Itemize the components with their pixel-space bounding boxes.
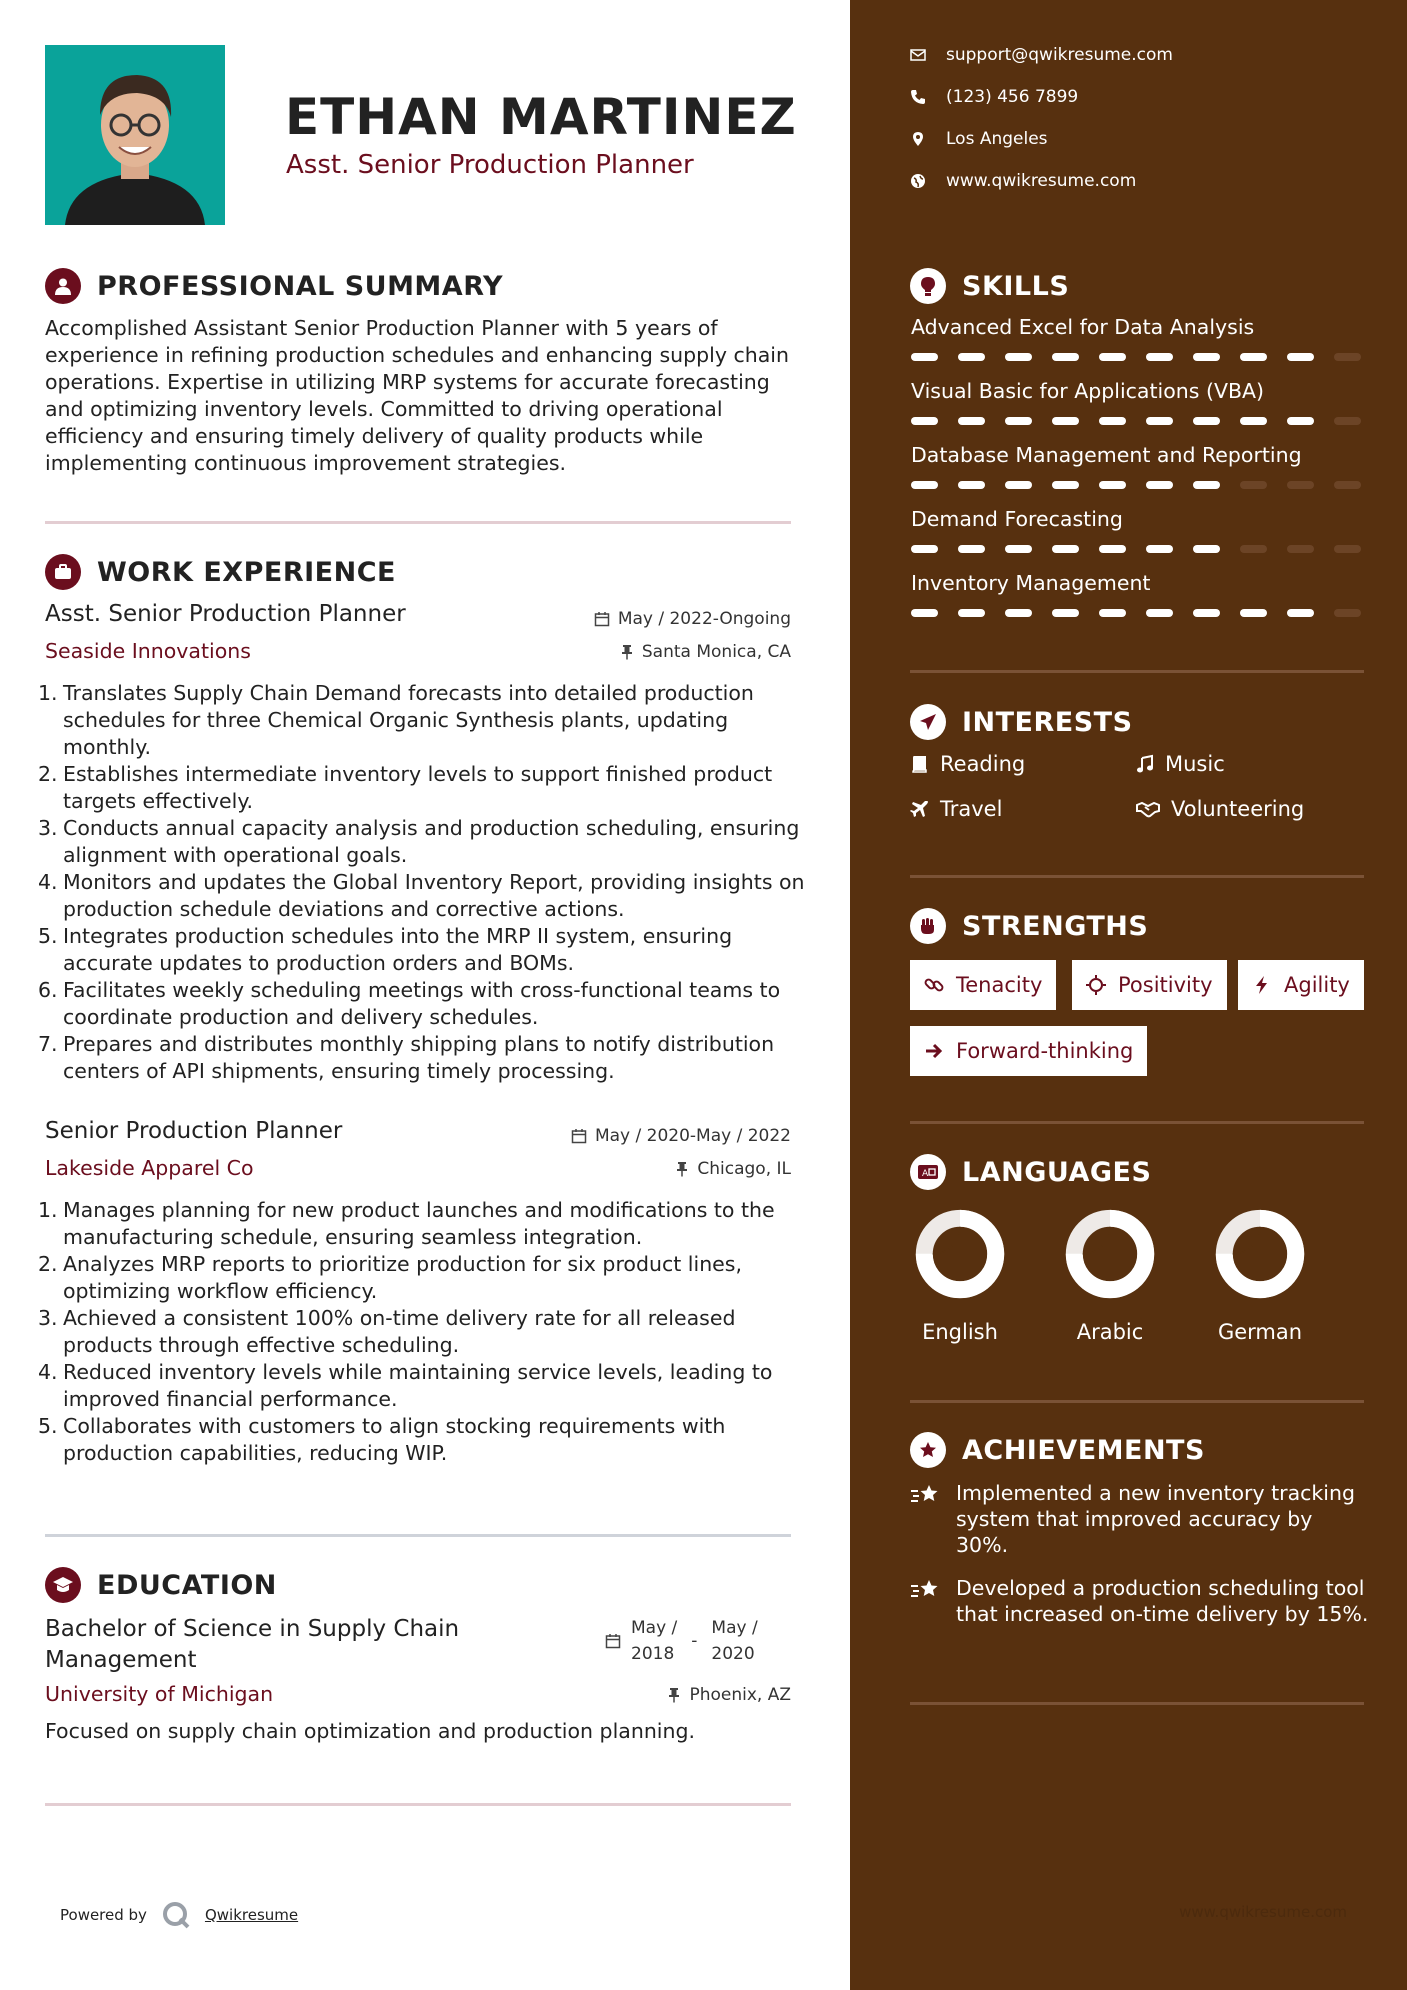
- skill-level-bar: [911, 545, 1361, 553]
- interest-item: [1135, 752, 1225, 776]
- education-location-text: Phoenix, AZ: [689, 1685, 791, 1705]
- bullet-item: [38, 869, 808, 923]
- bullet-item: [38, 1305, 808, 1359]
- skill-level-segment: [1287, 417, 1314, 425]
- bullet-number: 5.: [38, 924, 58, 948]
- interest-label: Music: [1165, 752, 1225, 776]
- bullet-number: 1.: [38, 681, 58, 705]
- education-dates: [605, 1615, 758, 1667]
- map-marker-icon: [910, 131, 926, 147]
- language-name: Arabic: [1076, 1320, 1144, 1344]
- bullet-text: Integrates production schedules into the MRP II system, ensuring accurate updates to production orders and BOMs.: [63, 924, 733, 975]
- skill-level-segment: [958, 481, 985, 489]
- candidate-name: ETHAN MARTINEZ: [285, 88, 797, 146]
- interest-label: Travel: [940, 797, 1003, 821]
- job-title: Senior Production Planner: [45, 1118, 343, 1144]
- pin-icon: [620, 644, 634, 660]
- end-year: 2020: [711, 1644, 755, 1664]
- skill-level-segment: [1146, 353, 1173, 361]
- bullet-item: [38, 680, 808, 761]
- section-divider: [45, 521, 791, 524]
- skill-level-segment: [1005, 417, 1032, 425]
- section-divider: [910, 1702, 1364, 1705]
- link-icon: [924, 975, 944, 995]
- paper-plane-icon: [910, 704, 946, 740]
- bullet-text: Prepares and distributes monthly shipping plans to notify distribution centers of API shipments, ensuring timely processing.: [63, 1032, 775, 1083]
- education-start: [631, 1615, 677, 1667]
- calendar-icon: [571, 1128, 587, 1144]
- start-year: 2018: [631, 1644, 675, 1664]
- profile-photo: [45, 45, 225, 225]
- interest-item: [1135, 797, 1304, 821]
- language-proficiency-ring: [913, 1207, 1007, 1301]
- skill-level-segment: [1287, 353, 1314, 361]
- skill-level-segment: [1005, 545, 1032, 553]
- bullet-item: [38, 761, 808, 815]
- skills-heading: [910, 268, 1069, 304]
- summary-heading: [45, 268, 503, 304]
- strength-chip: [1072, 960, 1227, 1010]
- music-icon: [1135, 754, 1155, 774]
- bullet-number: 4.: [38, 1360, 58, 1384]
- powered-by-label: Powered by: [60, 1906, 147, 1924]
- skill-level-segment: [1193, 353, 1220, 361]
- language-icon: [910, 1154, 946, 1190]
- bullet-item: [38, 815, 808, 869]
- arrow-right-icon: [924, 1041, 944, 1061]
- skill-name: Database Management and Reporting: [911, 443, 1302, 467]
- bullet-text: Manages planning for new product launches and modifications to the manufacturing schedule, ensuring seamless integration.: [63, 1198, 775, 1249]
- strengths-heading: [910, 908, 1148, 944]
- skill-level-segment: [1146, 609, 1173, 617]
- lightbulb-icon: [910, 268, 946, 304]
- language-proficiency-ring: [1063, 1207, 1157, 1301]
- job-location: [675, 1159, 791, 1179]
- bullet-item: [38, 1413, 808, 1467]
- skill-level-segment: [1099, 609, 1126, 617]
- skill-level-segment: [1193, 609, 1220, 617]
- bullet-number: 1.: [38, 1198, 58, 1222]
- contact-location: [910, 129, 1048, 149]
- interest-item: [910, 797, 1002, 821]
- job-location-text: Chicago, IL: [697, 1159, 791, 1179]
- user-icon: [45, 268, 81, 304]
- achievements-title: ACHIEVEMENTS: [962, 1434, 1205, 1466]
- bullet-number: 2.: [38, 762, 58, 786]
- bullet-number: 3.: [38, 1306, 58, 1330]
- qwikresume-link[interactable]: Qwikresume: [204, 1906, 299, 1924]
- education-description: Focused on supply chain optimization and production planning.: [45, 1719, 696, 1743]
- pin-icon: [675, 1161, 689, 1177]
- skill-level-segment: [1052, 417, 1079, 425]
- skill-level-segment: [1334, 417, 1361, 425]
- degree-line-2: Management: [45, 1647, 197, 1673]
- sidebar: [850, 0, 1407, 1990]
- degree-title: [45, 1614, 459, 1676]
- svg-text:A: A: [922, 1169, 929, 1179]
- strength-chip: [1238, 960, 1364, 1010]
- strengths-title: STRENGTHS: [962, 910, 1149, 942]
- education-end: [711, 1615, 757, 1667]
- skill-level-segment: [1146, 481, 1173, 489]
- skill-level-segment: [1005, 609, 1032, 617]
- bullet-number: 6.: [38, 978, 58, 1002]
- bullet-text: Reduced inventory levels while maintaining service levels, leading to improved financial performance.: [63, 1360, 773, 1411]
- section-divider: [910, 1121, 1364, 1124]
- job-dates-text: May / 2022-Ongoing: [617, 609, 791, 629]
- phone-text: (123) 456 7899: [946, 87, 1079, 107]
- skill-level-segment: [1052, 609, 1079, 617]
- skill-level-segment: [911, 609, 938, 617]
- skill-level-segment: [911, 353, 938, 361]
- languages-heading: [910, 1154, 1151, 1190]
- location-text: Los Angeles: [946, 129, 1048, 149]
- website-text[interactable]: www.qwikresume.com: [946, 171, 1137, 191]
- skill-level-segment: [1240, 417, 1267, 425]
- skill-name: Visual Basic for Applications (VBA): [911, 379, 1265, 403]
- section-divider: [910, 670, 1364, 673]
- skill-level-bar: [911, 609, 1361, 617]
- skill-level-segment: [958, 609, 985, 617]
- skill-level-segment: [1005, 481, 1032, 489]
- pin-icon: [667, 1687, 681, 1703]
- bullet-item: [38, 1031, 808, 1085]
- bullet-number: 5.: [38, 1414, 58, 1438]
- skill-level-segment: [1052, 481, 1079, 489]
- interests-heading: [910, 704, 1133, 740]
- calendar-icon: [605, 1633, 621, 1649]
- skill-level-segment: [1052, 353, 1079, 361]
- experience-title: WORK EXPERIENCE: [97, 556, 396, 588]
- bullet-item: [38, 1197, 808, 1251]
- language-name: German: [1217, 1320, 1303, 1344]
- section-divider: [910, 1400, 1364, 1403]
- experience-heading: [45, 554, 396, 590]
- job-bullets: [38, 680, 808, 1085]
- handshake-icon: [1135, 799, 1161, 819]
- school-name: University of Michigan: [45, 1682, 274, 1706]
- skill-level-segment: [1099, 417, 1126, 425]
- achievements-heading: [910, 1432, 1205, 1468]
- bullet-text: Establishes intermediate inventory levels to support finished product targets effectively.: [63, 762, 773, 813]
- section-divider: [910, 875, 1364, 878]
- bolt-icon: [1252, 975, 1272, 995]
- bullet-text: Translates Supply Chain Demand forecasts into detailed production schedules for three Chemical Organic Synthesis plants, updating monthly.: [63, 681, 754, 759]
- qwikresume-logo-icon: [161, 1900, 191, 1930]
- shooting-star-icon: [910, 1577, 942, 1603]
- skills-title: SKILLS: [962, 270, 1070, 302]
- achievement-text: Implemented a new inventory tracking system that improved accuracy by 30%.: [956, 1481, 1356, 1557]
- education-title: EDUCATION: [97, 1569, 277, 1601]
- skill-level-segment: [1052, 545, 1079, 553]
- job-company: Seaside Innovations: [45, 639, 251, 663]
- strength-chip: [910, 1026, 1147, 1076]
- phone-icon: [910, 89, 926, 105]
- skill-level-segment: [1240, 545, 1267, 553]
- bullet-text: Achieved a consistent 100% on-time delivery rate for all released products through effective scheduling.: [63, 1306, 736, 1357]
- skill-level-segment: [1334, 353, 1361, 361]
- skill-level-segment: [1334, 481, 1361, 489]
- language-proficiency-ring: [1213, 1207, 1307, 1301]
- bullet-number: 4.: [38, 870, 58, 894]
- skill-level-bar: [911, 353, 1361, 361]
- skill-name: Demand Forecasting: [911, 507, 1123, 531]
- skill-level-segment: [958, 545, 985, 553]
- education-heading: [45, 1567, 277, 1603]
- candidate-title: Asst. Senior Production Planner: [286, 150, 694, 180]
- contact-email: [910, 45, 1173, 65]
- date-separator: -: [691, 1631, 698, 1651]
- skill-level-bar: [911, 417, 1361, 425]
- start-month: May /: [631, 1618, 678, 1638]
- interest-item: [910, 752, 1025, 776]
- shooting-star-icon: [910, 1482, 942, 1508]
- skill-level-segment: [1146, 417, 1173, 425]
- skill-level-segment: [1287, 609, 1314, 617]
- globe-icon: [910, 173, 926, 189]
- skill-level-bar: [911, 481, 1361, 489]
- bullet-item: [38, 1251, 808, 1305]
- powered-by: [60, 1900, 298, 1930]
- job-location: [620, 642, 791, 662]
- interest-label: Reading: [940, 752, 1026, 776]
- strength-label: Tenacity: [956, 973, 1043, 997]
- footer-website: www.qwikresume.com: [1179, 1903, 1347, 1921]
- skill-level-segment: [1099, 353, 1126, 361]
- job-dates: [594, 609, 791, 629]
- email-text[interactable]: support@qwikresume.com: [946, 45, 1173, 65]
- job-company: Lakeside Apparel Co: [45, 1156, 254, 1180]
- bullet-text: Collaborates with customers to align stocking requirements with production capabilities, reducing WIP.: [63, 1414, 726, 1465]
- language-name: English: [922, 1320, 998, 1344]
- star-badge-icon: [910, 1432, 946, 1468]
- envelope-icon: [910, 47, 926, 63]
- bullet-number: 7.: [38, 1032, 58, 1056]
- bullet-text: Monitors and updates the Global Inventory Report, providing insights on production schedule deviations and corrective actions.: [63, 870, 805, 921]
- achievement-text: Developed a production scheduling tool that increased on-time delivery by 15%.: [956, 1576, 1369, 1626]
- skill-name: Inventory Management: [911, 571, 1151, 595]
- job-bullets: [38, 1197, 808, 1467]
- skill-level-segment: [1334, 609, 1361, 617]
- skill-level-segment: [1193, 481, 1220, 489]
- bullet-text: Conducts annual capacity analysis and production scheduling, ensuring alignment with operational goals.: [63, 816, 800, 867]
- skill-level-segment: [1193, 545, 1220, 553]
- skill-level-segment: [1334, 545, 1361, 553]
- degree-line-1: Bachelor of Science in Supply Chain: [45, 1616, 460, 1642]
- bullet-text: Analyzes MRP reports to prioritize production for six product lines, optimizing workflow efficiency.: [63, 1252, 742, 1303]
- skill-name: Advanced Excel for Data Analysis: [911, 315, 1255, 339]
- skill-level-segment: [1240, 353, 1267, 361]
- summary-title: PROFESSIONAL SUMMARY: [97, 270, 504, 302]
- end-month: May /: [711, 1618, 758, 1638]
- achievement-item: [910, 1480, 1370, 1558]
- interest-label: Volunteering: [1171, 797, 1305, 821]
- section-divider: [45, 1534, 791, 1537]
- skill-level-segment: [958, 417, 985, 425]
- strength-label: Positivity: [1118, 973, 1213, 997]
- skill-level-segment: [1005, 353, 1032, 361]
- education-location: [667, 1685, 791, 1705]
- interests-title: INTERESTS: [962, 706, 1133, 738]
- job-title: Asst. Senior Production Planner: [45, 601, 406, 627]
- bullet-number: 2.: [38, 1252, 58, 1276]
- summary-text: Accomplished Assistant Senior Production Planner with 5 years of experience in refining production schedules and enhancing supply chain operations. Expertise in utilizing MRP systems for accurate forecasting and optimizing inventory levels. Committed to driving operational efficiency and ensuring timely delivery of quality products while implementing continuous improvement strategies.: [45, 316, 789, 475]
- section-divider: [45, 1803, 791, 1806]
- graduation-cap-icon: [45, 1567, 81, 1603]
- job-location-text: Santa Monica, CA: [641, 642, 791, 662]
- job-dates: [571, 1126, 791, 1146]
- strength-label: Agility: [1284, 973, 1350, 997]
- bullet-item: [38, 923, 808, 977]
- fist-icon: [910, 908, 946, 944]
- skill-level-segment: [1146, 545, 1173, 553]
- bullet-item: [38, 1359, 808, 1413]
- contact-phone: [910, 87, 1078, 107]
- skill-level-segment: [911, 417, 938, 425]
- strength-label: Forward-thinking: [956, 1039, 1134, 1063]
- calendar-icon: [594, 611, 610, 627]
- book-icon: [910, 754, 930, 774]
- contact-website: [910, 171, 1136, 191]
- sun-icon: [1086, 975, 1106, 995]
- skill-level-segment: [1099, 481, 1126, 489]
- briefcase-icon: [45, 554, 81, 590]
- strength-chip: [910, 960, 1056, 1010]
- job-dates-text: May / 2020-May / 2022: [594, 1126, 791, 1146]
- skill-level-segment: [1287, 481, 1314, 489]
- skill-level-segment: [1193, 417, 1220, 425]
- bullet-item: [38, 977, 808, 1031]
- bullet-text: Facilitates weekly scheduling meetings with cross-functional teams to coordinate production and delivery schedules.: [63, 978, 781, 1029]
- plane-icon: [910, 799, 930, 819]
- skill-level-segment: [911, 545, 938, 553]
- skill-level-segment: [1099, 545, 1126, 553]
- achievement-item: [910, 1575, 1370, 1627]
- skill-level-segment: [911, 481, 938, 489]
- skill-level-segment: [1240, 609, 1267, 617]
- skill-level-segment: [1240, 481, 1267, 489]
- skill-level-segment: [958, 353, 985, 361]
- skill-level-segment: [1287, 545, 1314, 553]
- bullet-number: 3.: [38, 816, 58, 840]
- languages-title: LANGUAGES: [962, 1156, 1152, 1188]
